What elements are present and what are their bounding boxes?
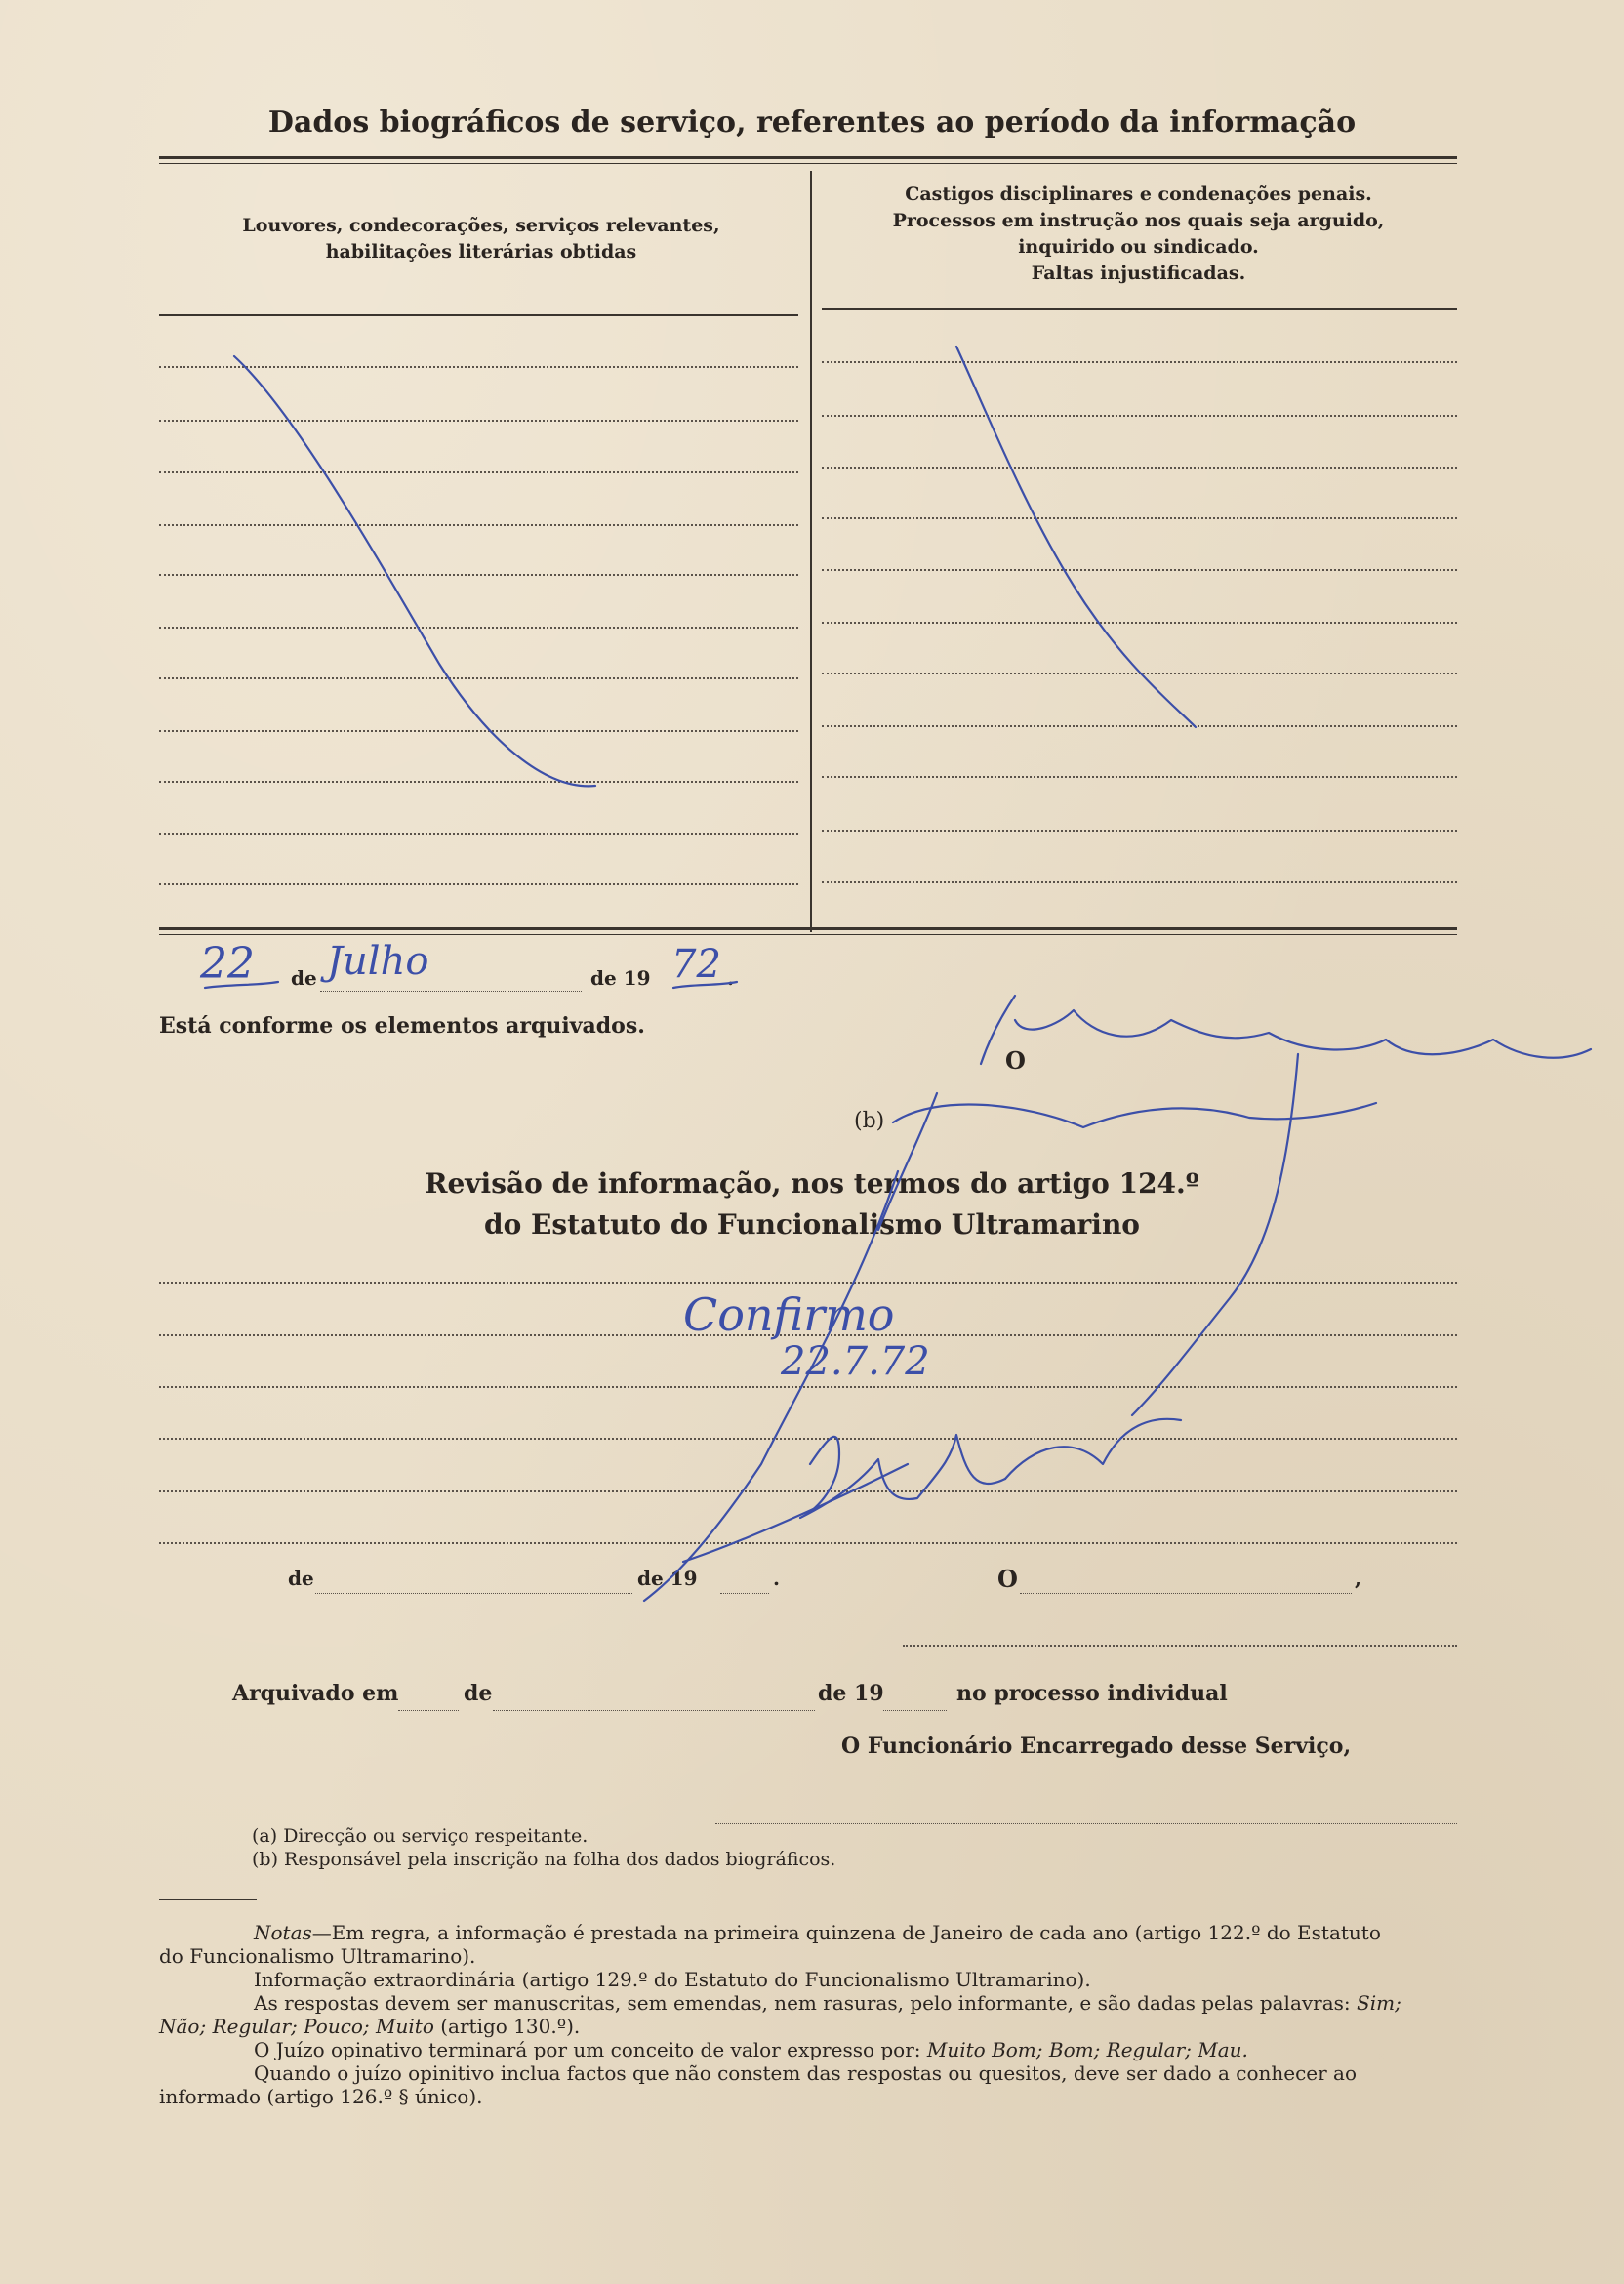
left-entry-line xyxy=(159,883,798,885)
notes-separator xyxy=(159,1899,257,1900)
left-entry-line xyxy=(159,781,798,783)
left-header-underline xyxy=(159,314,798,316)
note-3-word-sim: Sim; xyxy=(1357,1991,1401,2015)
date-day-handwritten: 22 xyxy=(200,939,255,989)
archive-official-label: O Funcionário Encarregado desse Serviço, xyxy=(841,1733,1352,1759)
bottom-o-line xyxy=(1020,1593,1352,1594)
right-entry-line xyxy=(822,830,1457,832)
left-entry-line xyxy=(159,524,798,526)
right-entry-line xyxy=(822,361,1457,363)
left-entry-line xyxy=(159,730,798,732)
bottom-date-end: . xyxy=(773,1567,780,1590)
left-entry-line xyxy=(159,471,798,473)
archive-year-line xyxy=(883,1710,947,1711)
table-bottom-rule xyxy=(159,927,1457,930)
date-de-label: de xyxy=(291,966,317,990)
bottom-de19-label: de 19 xyxy=(637,1567,698,1590)
right-entry-line xyxy=(822,673,1457,674)
archive-month-line xyxy=(493,1710,815,1711)
bottom-o-label: O xyxy=(997,1565,1018,1593)
revision-entry-line xyxy=(159,1438,1457,1440)
bottom-de-label: de xyxy=(288,1567,314,1590)
note-4-scale: Muito Bom; Bom; Regular; Mau. xyxy=(926,2038,1248,2061)
right-entry-line xyxy=(822,725,1457,727)
header-rule xyxy=(159,156,1457,159)
archive-day-line xyxy=(398,1710,459,1711)
date-de19-label: de 19 xyxy=(590,966,651,990)
left-column-header xyxy=(159,213,803,265)
table-bottom-rule-thin xyxy=(159,934,1457,935)
date-year-handwritten: 72 xyxy=(671,942,721,987)
archive-label: Arquivado em xyxy=(232,1681,399,1706)
right-header-line-4: Faltas injustificadas. xyxy=(1031,263,1246,284)
right-column-cancel-stroke xyxy=(956,347,1196,727)
revision-handwritten-word: Confirmo xyxy=(683,1288,895,1341)
revision-entry-line xyxy=(159,1282,1457,1284)
note-3-word-nao: Não; xyxy=(159,2015,207,2038)
signature-stroke xyxy=(683,1464,908,1562)
right-entry-line xyxy=(822,881,1457,883)
signature-stroke xyxy=(800,1435,1005,1518)
right-entry-line xyxy=(822,622,1457,624)
column-divider xyxy=(810,171,812,932)
footnote-a: (a) Direcção ou serviço respeitante. xyxy=(252,1825,589,1847)
bottom-comma: , xyxy=(1355,1567,1361,1590)
signature-b-marker: (b) xyxy=(854,1109,885,1133)
notes-block xyxy=(159,1921,1457,2108)
header-rule-thin xyxy=(159,163,1457,164)
signature-stroke xyxy=(1005,1419,1181,1479)
archive-de-label: de xyxy=(464,1681,493,1706)
date-month-handwritten: Julho xyxy=(327,939,429,984)
revision-entry-line xyxy=(159,1542,1457,1544)
right-entry-line xyxy=(822,415,1457,417)
signature-stroke xyxy=(893,1103,1376,1127)
revision-heading-line-2: do Estatuto do Funcionalismo Ultramarino xyxy=(484,1208,1140,1241)
bottom-year-line xyxy=(720,1593,769,1594)
left-entry-line xyxy=(159,677,798,679)
left-entry-line xyxy=(159,833,798,835)
note-1: —Em regra, a informação é prestada na primeira quinzena de Janeiro de cada ano (artigo 122.º do Estatuto xyxy=(311,1921,1381,1944)
note-2: Informação extraordinária (artigo 129.º do Estatuto do Funcionalismo Ultramarino). xyxy=(254,1968,1091,1991)
revision-handwritten-date: 22.7.72 xyxy=(781,1339,930,1384)
right-header-line-2: Processos em instrução nos quais seja arguido, xyxy=(892,210,1385,231)
left-entry-line xyxy=(159,366,798,368)
right-entry-line xyxy=(822,776,1457,778)
footnote-b: (b) Responsável pela inscrição na folha dos dados biográficos. xyxy=(252,1849,836,1870)
note-3-ref: (artigo 130.º). xyxy=(440,2015,581,2038)
date-end: . xyxy=(727,966,734,990)
revision-entry-line xyxy=(159,1386,1457,1388)
note-5: Quando o juízo opinitivo inclua factos que não constem das respostas ou quesitos, deve ser dado a conhecer ao xyxy=(254,2061,1357,2085)
right-entry-line xyxy=(822,517,1457,519)
signature-stroke xyxy=(1015,1010,1591,1058)
signature-o-label: O xyxy=(1005,1046,1026,1075)
right-header-line-3: inquirido ou sindicado. xyxy=(1018,236,1259,258)
note-5-cont: informado (artigo 126.º § único). xyxy=(159,2085,483,2108)
official-signature-line xyxy=(715,1823,1457,1824)
right-entry-line xyxy=(822,569,1457,571)
left-header-line-2: habilitações literárias obtidas xyxy=(325,241,637,263)
conformity-statement: Está conforme os elementos arquivados. xyxy=(159,1013,645,1039)
date-month-line xyxy=(320,991,582,992)
right-header-line-1: Castigos disciplinares e condenações penais. xyxy=(905,184,1372,205)
page-title: Dados biográficos de serviço, referentes ao período da informação xyxy=(267,105,1357,140)
notes-label: Notas xyxy=(254,1921,312,1944)
archive-process-label: no processo individual xyxy=(956,1681,1228,1706)
archive-de19-label: de 19 xyxy=(818,1681,884,1706)
note-1-cont: do Funcionalismo Ultramarino). xyxy=(159,1944,476,1968)
note-4: O Juízo opinativo terminará por um conceito de valor expresso por: xyxy=(254,2038,921,2061)
right-entry-line xyxy=(822,467,1457,469)
left-entry-line xyxy=(159,420,798,422)
bottom-month-line xyxy=(315,1593,632,1594)
note-3-word-regular: Regular; xyxy=(212,2015,298,2038)
note-3-word-pouco: Pouco; xyxy=(304,2015,370,2038)
bottom-signature-line xyxy=(903,1645,1457,1647)
revision-heading-line-1: Revisão de informação, nos termos do artigo 124.º xyxy=(425,1167,1199,1200)
right-header-underline xyxy=(822,308,1457,310)
revision-entry-line xyxy=(159,1490,1457,1492)
note-3: As respostas devem ser manuscritas, sem emendas, nem rasuras, pelo informante, e são dadas pelas palavras: xyxy=(254,1991,1351,2015)
left-header-line-1: Louvores, condecorações, serviços relevantes, xyxy=(242,215,720,236)
note-3-word-muito: Muito xyxy=(376,2015,434,2038)
left-entry-line xyxy=(159,627,798,629)
left-entry-line xyxy=(159,574,798,576)
right-column-header xyxy=(820,182,1457,287)
